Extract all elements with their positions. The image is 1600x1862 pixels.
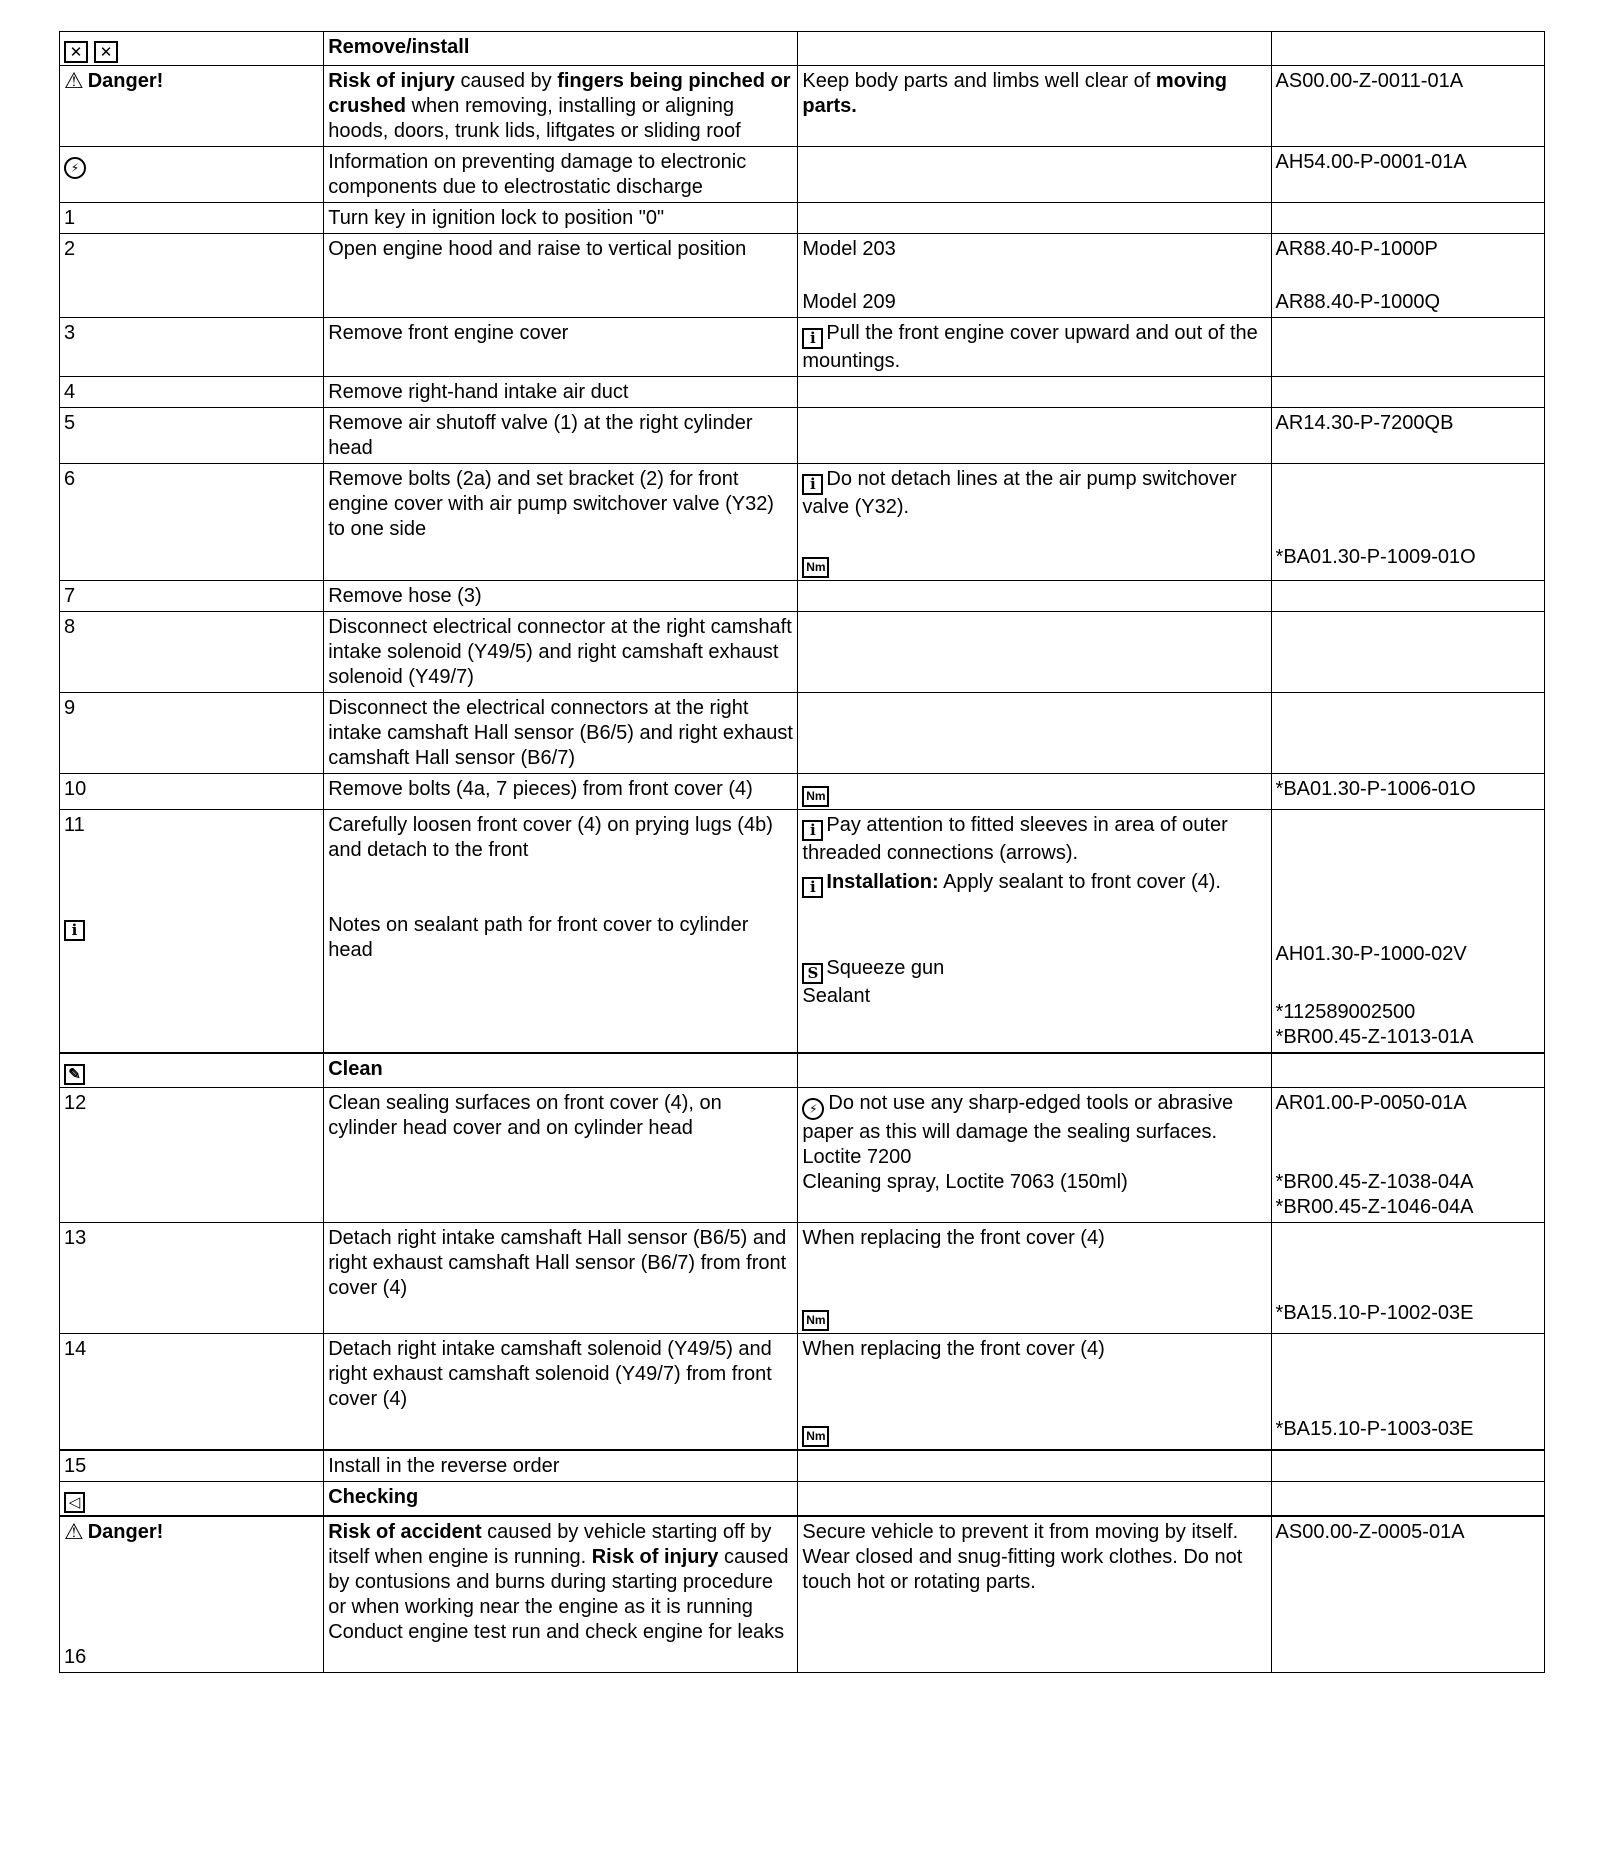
step-note: Pay attention to fitted sleeves in area of outer threaded connections (arrows). xyxy=(802,814,1228,864)
torque-nm-icon[interactable]: Nm xyxy=(802,1310,829,1331)
table-row xyxy=(60,377,1545,408)
warning-triangle-icon: ⚠ xyxy=(64,1520,84,1545)
step-text: Remove front engine cover xyxy=(324,318,798,377)
step-number: 11 xyxy=(64,814,85,836)
document-ref[interactable]: AR88.40-P-1000Q xyxy=(1275,291,1441,313)
step-text: Clean sealing surfaces on front cover (4), on cylinder head cover and on cylinder head xyxy=(324,1088,798,1223)
step-text: Remove air shutoff valve (1) at the right cylinder head xyxy=(324,408,798,464)
table-row xyxy=(60,1223,1545,1334)
torque-nm-icon[interactable]: Nm xyxy=(802,786,829,807)
step-text: Install in the reverse order xyxy=(324,1450,798,1482)
step-number: 13 xyxy=(60,1223,324,1334)
warning-triangle-icon: ⚠ xyxy=(64,69,84,94)
table-row xyxy=(60,318,1545,377)
material-ref[interactable]: *BR00.45-Z-1013-01A xyxy=(1275,1026,1474,1048)
document-ref[interactable]: AH01.30-P-1000-02V xyxy=(1275,943,1467,965)
step-number: 5 xyxy=(60,408,324,464)
tool-name: Squeeze gun xyxy=(826,957,945,979)
step-text: Carefully loosen front cover (4) on prying lugs (4b) and detach to the front xyxy=(328,814,773,861)
esd-note-icon: ⚡ xyxy=(802,1098,824,1120)
info-icon: i xyxy=(802,474,823,495)
table-row xyxy=(60,464,1545,581)
step-number: 9 xyxy=(60,693,324,774)
step-text: Remove bolts (4a, 7 pieces) from front cover (4) xyxy=(324,774,798,810)
step-number: 3 xyxy=(60,318,324,377)
esd-info-text: Information on preventing damage to electronic components due to electrostatic discharge xyxy=(324,147,798,203)
section-title: Clean xyxy=(324,1053,798,1088)
material-name: Cleaning spray, Loctite 7063 (150ml) xyxy=(802,1171,1128,1193)
header-icon-cell xyxy=(60,32,324,66)
table-row xyxy=(60,612,1545,693)
table-row xyxy=(60,774,1545,810)
step-text: Conduct engine test run and check engine for leaks xyxy=(328,1621,785,1643)
step-note: When replacing the front cover (4) xyxy=(802,1338,1105,1360)
step-text: Remove right-hand intake air duct xyxy=(324,377,798,408)
danger-risk-text: Risk of injury caused by fingers being pinched or crushed when removing, installing or aligning hoods, doors, trunk lids, liftgates or sliding roof xyxy=(324,66,798,147)
tool-part-number[interactable]: *112589002500 xyxy=(1275,1001,1416,1023)
step-number: 12 xyxy=(60,1088,324,1223)
procedure-document xyxy=(59,31,1545,1673)
checking-icon: ◁ xyxy=(64,1492,85,1513)
table-row xyxy=(60,1334,1545,1451)
step-text: Open engine hood and raise to vertical position xyxy=(324,234,798,318)
step-number: 1 xyxy=(60,203,324,234)
step-text: Remove hose (3) xyxy=(324,581,798,612)
info-icon: i xyxy=(802,328,823,349)
document-ref[interactable]: *BA15.10-P-1003-03E xyxy=(1275,1418,1474,1440)
info-icon: i xyxy=(64,920,85,941)
document-ref[interactable]: AH54.00-P-0001-01A xyxy=(1271,147,1544,203)
section-title: Checking xyxy=(324,1482,798,1517)
esd-note-icon: ⚡ xyxy=(64,157,86,179)
table-row xyxy=(60,1482,1545,1517)
step-note: Do not use any sharp-edged tools or abrasive paper as this will damage the sealing surfaces. xyxy=(802,1092,1234,1143)
danger-label: Danger! xyxy=(87,1521,164,1543)
step-number: 15 xyxy=(60,1450,324,1482)
special-tool-icon[interactable]: S xyxy=(802,963,823,984)
table-row xyxy=(60,1516,1545,1673)
step-number: 14 xyxy=(60,1334,324,1451)
torque-nm-icon[interactable]: Nm xyxy=(802,557,829,578)
table-row xyxy=(60,66,1545,147)
document-ref[interactable]: *BA01.30-P-1006-01O xyxy=(1271,774,1544,810)
clean-icon: ✎ xyxy=(64,1064,85,1085)
step-text: Disconnect electrical connector at the right camshaft intake solenoid (Y49/5) and right camshaft exhaust solenoid (Y49/7) xyxy=(324,612,798,693)
step-note: When replacing the front cover (4) xyxy=(802,1227,1105,1249)
step-number: 16 xyxy=(64,1646,87,1668)
danger-risk-text: Risk of accident caused by vehicle starting off by itself when engine is running. Risk of injury caused by contusions and burns during starting procedure or when working near the engine as it is running xyxy=(328,1521,789,1618)
section-title: Remove/install xyxy=(324,32,798,66)
model-note: Model 209 xyxy=(802,291,896,313)
step-number: 7 xyxy=(60,581,324,612)
danger-action-text: Secure vehicle to prevent it from moving by itself. xyxy=(802,1521,1239,1543)
document-ref[interactable]: AS00.00-Z-0005-01A xyxy=(1271,1516,1544,1673)
document-ref[interactable]: *BA01.30-P-1009-01O xyxy=(1275,546,1476,568)
document-ref[interactable]: AR14.30-P-7200QB xyxy=(1271,408,1544,464)
step-text: Remove bolts (2a) and set bracket (2) for front engine cover with air pump switchover valve (Y32) to one side xyxy=(324,464,798,581)
document-ref[interactable]: AS00.00-Z-0011-01A xyxy=(1271,66,1544,147)
table-row xyxy=(60,32,1545,66)
danger-action-text: Keep body parts and limbs well clear of moving parts. xyxy=(798,66,1271,147)
table-row xyxy=(60,1088,1545,1223)
step-number: 2 xyxy=(60,234,324,318)
document-ref[interactable]: AR88.40-P-1000P xyxy=(1275,238,1438,260)
table-row: 11 i Carefully loosen front cover (4) on prying lugs (4b) and detach to the front Notes on sealant path for front cover to cylinder head i Pay attention to fitted sleeves in area of outer threaded connections (arrows). i Installation: Apply sealant to front cover (4). S Squeeze gun Sealant AH01.30-P-1000-02V *112589002500 *BR00.45-Z-1013-01A xyxy=(60,810,1545,1054)
table-row xyxy=(60,693,1545,774)
info-icon: i xyxy=(802,877,823,898)
model-note: Model 203 xyxy=(802,238,896,260)
danger-label-cell xyxy=(60,66,324,147)
remove-install-icon: ✕ xyxy=(94,41,118,63)
table-row xyxy=(60,147,1545,203)
material-ref[interactable]: *BR00.45-Z-1038-04A xyxy=(1275,1171,1474,1193)
info-icon: i xyxy=(802,820,823,841)
table-row xyxy=(60,234,1545,318)
table-row xyxy=(60,581,1545,612)
step-text: Turn key in ignition lock to position "0" xyxy=(324,203,798,234)
procedure-table xyxy=(59,31,1545,1673)
danger-label: Danger! xyxy=(87,70,164,92)
step-number: 4 xyxy=(60,377,324,408)
step-number: 8 xyxy=(60,612,324,693)
document-ref[interactable]: *BA15.10-P-1002-03E xyxy=(1275,1302,1474,1324)
danger-action-text: Wear closed and snug-fitting work clothes. Do not touch hot or rotating parts. xyxy=(802,1546,1243,1593)
info-text: Notes on sealant path for front cover to cylinder head xyxy=(328,914,749,961)
material-name: Sealant xyxy=(802,985,871,1007)
step-text: Detach right intake camshaft Hall sensor (B6/5) and right exhaust camshaft Hall sensor (B6/7) from front cover (4) xyxy=(324,1223,798,1334)
table-row xyxy=(60,1053,1545,1088)
step-number: 6 xyxy=(60,464,324,581)
material-name: Loctite 7200 xyxy=(802,1146,912,1168)
table-row xyxy=(60,203,1545,234)
step-note: Do not detach lines at the air pump switchover valve (Y32). xyxy=(802,468,1237,518)
torque-nm-icon[interactable]: Nm xyxy=(802,1426,829,1447)
table-row xyxy=(60,1450,1545,1482)
table-row xyxy=(60,408,1545,464)
step-text: Disconnect the electrical connectors at the right intake camshaft Hall sensor (B6/5) and right exhaust camshaft Hall sensor (B6/7) xyxy=(324,693,798,774)
step-number: 10 xyxy=(60,774,324,810)
document-ref[interactable]: AR01.00-P-0050-01A xyxy=(1275,1092,1467,1114)
material-ref[interactable]: *BR00.45-Z-1046-04A xyxy=(1275,1196,1474,1218)
step-text: Detach right intake camshaft solenoid (Y49/5) and right exhaust camshaft solenoid (Y49/7) from front cover (4) xyxy=(324,1334,798,1451)
step-note: Pull the front engine cover upward and out of the mountings. xyxy=(802,322,1258,372)
remove-install-icon: ✕ xyxy=(64,41,88,63)
